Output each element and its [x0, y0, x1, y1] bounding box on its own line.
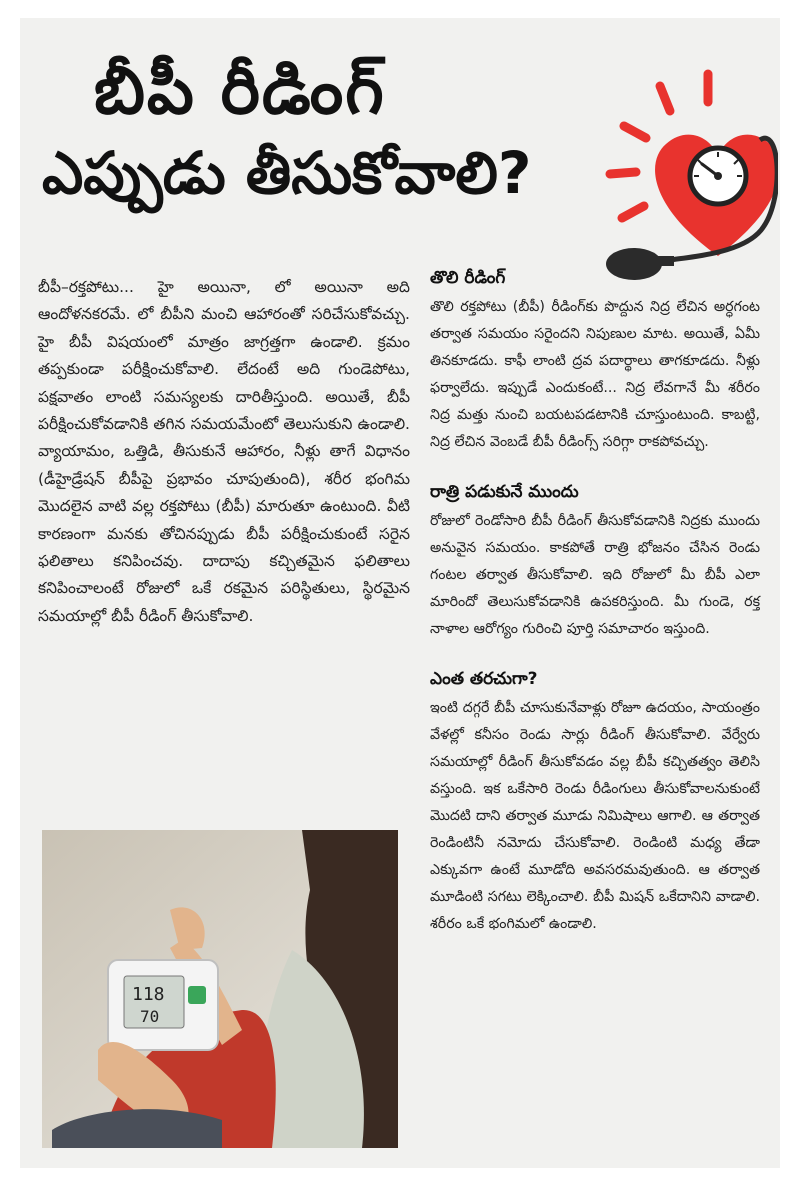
section-heading: తొలి రీడింగ్	[430, 268, 506, 288]
section-heading: రాత్రి పడుకునే ముందు	[430, 482, 579, 502]
headline-line-2: ఎప్పుడు తీసుకోవాలి?	[42, 139, 532, 207]
headline	[42, 48, 602, 212]
section-text: ఇంటి దగ్గరే బీపీ చూసుకునేవాళ్లు రోజూ ఉదయం, సాయంత్రం వేళల్లో కనీసం రెండు సార్లు రీడింగ్ తీసుకోవాలి. వేర్వేరు సమయాల్లో రీడింగ్ తీసుకోవడం వల్ల బీపీ కచ్చితత్వం తెలిసి వస్తుంది. ఇక ఒకేసారి రెండు రీడింగులు తీసుకోవాలనుకుంటే మొదటి దాని తర్వాత మూడు నిమిషాలు ఆగాలి. ఆ తర్వాత రెండింటినీ నమోదు చేసుకోవాలి. రెండింటి మధ్య తేడా ఎక్కువగా ఉంటే మూడోది అవసరమవుతుంది. ఆ తర్వాత మూడింటి సగటు లెక్కించాలి. బీపీ మిషన్ ఒకేదానిని వాడాలి. శరీరం ఒకే భంగిమలో ఉండాలి.	[430, 700, 760, 932]
intro-paragraph: బీపీ–రక్తపోటు... హై అయినా, లో అయినా అది ఆందోళనకరమే. లో బీపీని మంచి ఆహారంతో సరిచేసుకోవచ్చు. హై బీపీ విషయంలో మాత్రం జాగ్రత్తగా ఉండాలి. క్రమం తప్పకుండా పరీక్షించుకోవాలి. లేదంటే అది గుండెపోటు, పక్షవాతం లాంటి సమస్యలకు దారితీస్తుంది. అయితే, బీపీ పరీక్షించుకోవడానికి తగిన సమయమేంటో తెలుసుకుని ఉండాలి. వ్యాయామం, ఒత్తిడి, తీసుకునే ఆహారం, నీళ్లు తాగే విధానం (డీహైడ్రేషన్ బీపీపై ప్రభావం చూపుతుంది), శరీర భంగిమ మొదలైన వాటి వల్ల రక్తపోటు (బీపీ) మారుతూ ఉంటుంది. వీటి కారణంగా మనకు తోచినప్పుడు బీపీ పరీక్షించుకుంటే సరైన ఫలితాలు కనిపించవు. దాదాపు కచ్చితమైన ఫలితాలు కనిపించాలంటే రోజులో ఒకే రకమైన పరిస్థితులు, స్థిరమైన సమయాల్లో బీపీ రీడింగ్ తీసుకోవాలి.	[38, 278, 410, 625]
section-text: రోజులో రెండోసారి బీపీ రీడింగ్ తీసుకోవడానికి నిద్రకు ముందు అనువైన సమయం. కాకపోతే రాత్రి భోజనం చేసిన రెండు గంటల తర్వాత తీసుకోవాలి. ఇది రోజులో మీ బీపీ ఎలా మారిందో తెలుసుకోవడానికి ఉపకరిస్తుంది. మీ గుండె, రక్త నాళాల ఆరోగ్యం గురించి పూర్తి సమాచారం ఇస్తుంది.	[430, 513, 760, 637]
article-page	[20, 18, 780, 1168]
section-first-reading	[430, 264, 760, 456]
heart-bp-gauge-icon	[588, 56, 778, 286]
section-heading: ఎంత తరచుగా?	[430, 669, 538, 689]
bp-monitor-photo	[42, 830, 398, 1148]
monitor-sys: 118	[132, 984, 165, 1005]
monitor-dia: 70	[140, 1007, 160, 1026]
headline-line-1: బీపీ రీడింగ్	[94, 52, 386, 129]
sidebar-sections	[430, 264, 760, 960]
intro-article	[38, 274, 410, 630]
section-text: తొలి రక్తపోటు (బీపీ) రీడింగ్‌కు పొద్దున నిద్ర లేచిన అర్ధగంట తర్వాత సమయం సరైందని నిపుణుల మాట. అయితే, ఏమీ తినకూడదు. కాఫీ లాంటి ద్రవ పదార్థాలు తాగకూడదు. నీళ్లు ఫర్వాలేదు. ఇప్పుడే ఎందుకంటే... నిద్ర లేవగానే మీ శరీరం నిద్ర మత్తు నుంచి బయటపడటానికి చూస్తుంటుంది. కాబట్టి, నిద్ర లేచిన వెంబడే బీపీ రీడింగ్స్ సరిగ్గా రాకపోవచ్చు.	[430, 299, 760, 450]
section-how-often	[430, 665, 760, 938]
section-before-sleep	[430, 478, 760, 643]
